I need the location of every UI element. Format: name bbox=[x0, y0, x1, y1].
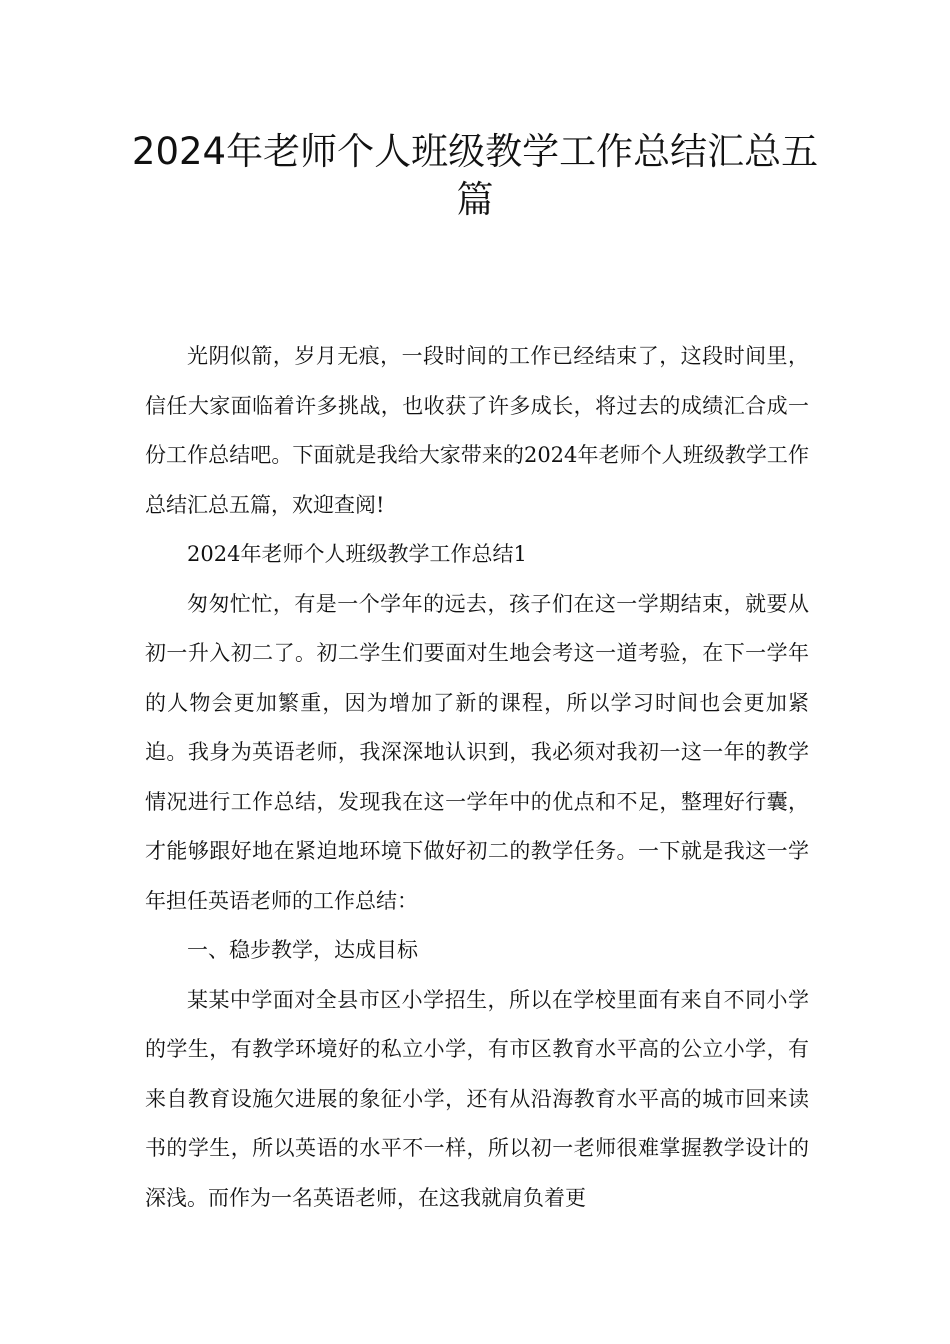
body-paragraph: 匆匆忙忙，有是一个学年的远去，孩子们在这一学期结束，就要从初一升入初二了。初二学生们要面对生地会考这一道考验，在下一学年的人物会更加繁重，因为增加了新的课程，所以学习时间也会更加紧迫。我身为英语老师，我深深地认识到，我必须对我初一这一年的教学情况进行工作总结，发现我在这一学年中的优点和不足，整理好行囊，才能够跟好地在紧迫地环境下做好初二的教学任务。一下就是我这一学年担任英语老师的工作总结： bbox=[145, 591, 809, 913]
subsection-heading: 一、稳步教学，达成目标 bbox=[187, 938, 418, 962]
body-paragraph: 某某中学面对全县市区小学招生，所以在学校里面有来自不同小学的学生，有教学环境好的私立小学，有市区教育水平高的公立小学，有来自教育设施欠进展的象征小学，还有从沿海教育水平高的城市回来读书的学生，所以英语的水平不一样，所以初一老师很难掌握教学设计的深浅。而作为一名英语老师，在这我就肩负着更 bbox=[145, 987, 809, 1210]
section-heading: 2024年老师个人班级教学工作总结1 bbox=[187, 542, 527, 566]
document-body bbox=[145, 332, 809, 1223]
document-title: 2024年老师个人班级教学工作总结汇总五篇 bbox=[131, 130, 819, 221]
intro-paragraph: 光阴似箭，岁月无痕，一段时间的工作已经结束了，这段时间里，信任大家面临着许多挑战，也收获了许多成长，将过去的成绩汇合成一份工作总结吧。下面就是我给大家带来的2024年老师个人班级教学工作总结汇总五篇，欢迎查阅! bbox=[145, 344, 809, 517]
